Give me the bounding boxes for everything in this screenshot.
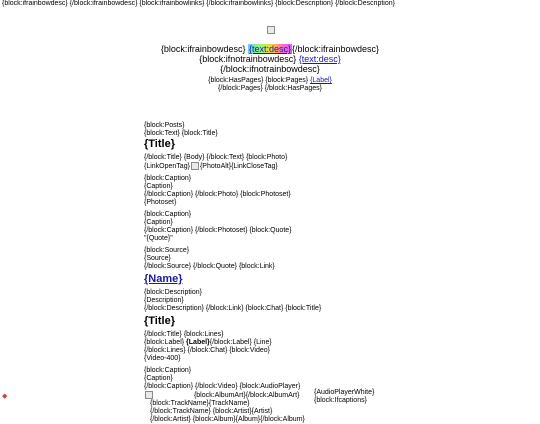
audio-player-white: {AudioPlayerWhite}	[314, 389, 375, 396]
label-open: {block:Label}	[144, 338, 185, 346]
desc-line-3: {/block:ifnotrainbowdesc}	[220, 64, 320, 74]
caption-value-2: {Caption}	[144, 218, 173, 226]
caption-value: {Caption}	[144, 182, 173, 190]
link-open-tag: {LinkOpenTag}	[144, 162, 190, 170]
photoset-value: {Photoset}	[144, 198, 177, 206]
photo-block-line: {/block:Title} {Body} {/block:Text} {block:Photo}	[144, 154, 288, 161]
pages-line-1	[0, 77, 540, 85]
source-value: {Source}	[144, 254, 171, 262]
album-line: {/block:Artist} {block:Album}{Album}{/block:Album}	[150, 415, 305, 423]
post-title: {Title}	[144, 138, 175, 150]
page-label-link[interactable]: {Label}	[310, 77, 332, 84]
desc-line-2	[0, 54, 540, 64]
desc-line2-prefix: {block:ifnotrainbowdesc}	[199, 54, 297, 64]
artist-line: {/block:TrackName} {block:Artist}{Artist}	[150, 407, 273, 415]
desc-line-1	[0, 44, 540, 54]
posts-open: {block:Posts}	[144, 122, 185, 129]
label-value: {Label}	[186, 338, 210, 346]
photo-link-line	[144, 162, 394, 171]
text-block-open: {block:Text} {block:Title}	[144, 130, 218, 137]
label-close: {/block:Label} {Line}	[209, 338, 272, 346]
description-value: {Description}	[144, 296, 184, 304]
ifcaptions-block: {block:Ifcaptions}	[314, 397, 367, 404]
album-art-tag: {block:AlbumArt}{/block:AlbumArt}	[193, 391, 300, 399]
chat-title: {Title}	[144, 314, 175, 327]
pages-prefix: {block:HasPages} {block:Pages}	[208, 77, 309, 84]
desc-line1-prefix: {block:ifrainbowdesc}	[160, 44, 246, 54]
caption-open-3: {block:Caption}	[144, 366, 192, 374]
header-image-icon	[267, 26, 275, 34]
caption-open-2: {block:Caption}	[144, 210, 192, 218]
side-marker-icon: ◆	[2, 393, 8, 400]
pages-line-2: {/block:Pages} {/block:HasPages}	[218, 85, 322, 92]
description-close: {/block:Description} {/block:Link} {block:Chat} {block:Title}	[144, 304, 322, 312]
source-close: {/block:Source} {/block:Quote} {block:Link}	[144, 262, 275, 270]
top-template-line: {block:ifrainbowdesc} {/block:ifrainbowdesc} {block:ifrainbowlinks} {/block:ifrainbowlinks} {block:Description} {/block:Description}	[2, 0, 395, 7]
caption-open: {block:Caption}	[144, 174, 192, 182]
photo-image-icon	[191, 162, 199, 170]
photo-alt: {PhotoAlt}{LinkCloseTag}	[199, 162, 278, 170]
description-open: {block:Description}	[144, 288, 202, 296]
label-line	[144, 339, 394, 347]
caption-close-2: {/block:Caption} {/block:Photoset} {block:Quote}	[144, 226, 292, 234]
desc-line1-suffix: {/block:ifrainbowdesc}	[292, 44, 380, 54]
link-name[interactable]: {Name}	[144, 272, 183, 285]
quote-value: "{Quote}"	[144, 234, 173, 242]
audio-open: {/block:Caption} {/block:Video} {block:AudioPlayer}	[144, 382, 301, 390]
video-value: {Video-400}	[144, 354, 181, 362]
source-open: {block:Source}	[144, 246, 190, 254]
video-open: {/block:Lines} {/block:Chat} {block:Video}	[144, 346, 270, 354]
album-art-icon	[145, 391, 153, 399]
track-name-line: {block:TrackName}{TrackName}	[150, 399, 250, 407]
caption-value-3: {Caption}	[144, 374, 173, 382]
posts-column	[144, 122, 394, 424]
lines-open: {/block:Title} {block:Lines}	[144, 330, 224, 338]
caption-close: {/block:Caption} {/block:Photo} {block:Photoset}	[144, 190, 291, 198]
desc-link-rainbow[interactable]: {text:desc}	[248, 44, 292, 54]
desc-link[interactable]: {text:desc}	[298, 54, 341, 64]
